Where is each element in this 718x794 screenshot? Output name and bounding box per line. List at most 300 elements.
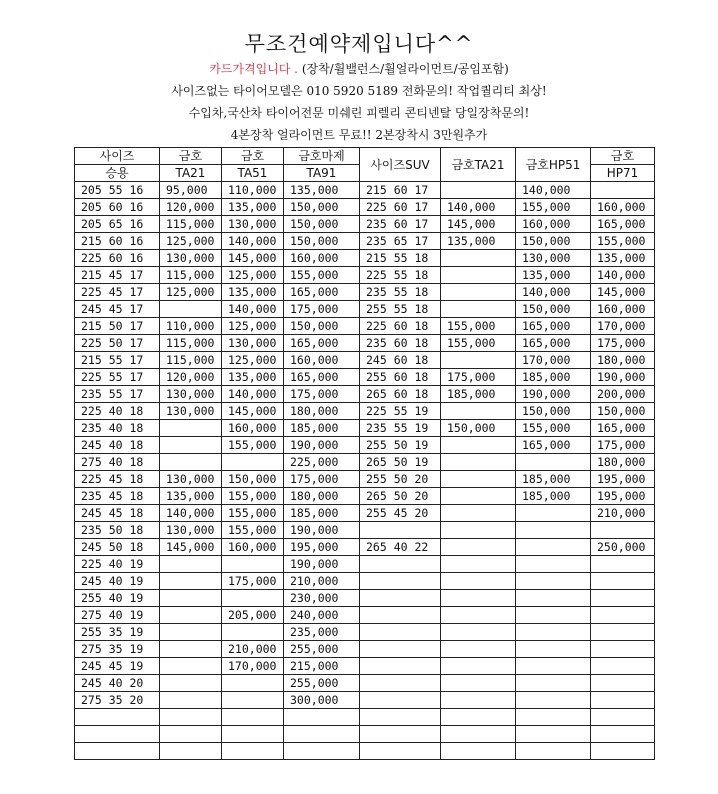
ta51-price-cell: 155,000 (222, 505, 284, 522)
suv-size-cell (360, 658, 441, 675)
hp71-price-cell (591, 522, 655, 539)
ta51-price-cell (222, 590, 284, 607)
ta91-price-cell: 255,000 (284, 675, 360, 692)
suv-size-cell: 235 55 19 (360, 420, 441, 437)
hp51-price-cell: 165,000 (516, 437, 591, 454)
ta21-price-cell: 110,000 (160, 318, 222, 335)
ta91-price-cell: 165,000 (284, 369, 360, 386)
header-kumho-ta51: 금호 (222, 148, 284, 165)
suv-ta21-price-cell: 185,000 (441, 386, 516, 403)
card-price-note: 카드가격입니다 . (209, 62, 298, 76)
ta51-price-cell (222, 692, 284, 709)
ta21-price-cell (160, 590, 222, 607)
suv-ta21-price-cell: 150,000 (441, 420, 516, 437)
ta21-price-cell (160, 420, 222, 437)
suv-ta21-price-cell (441, 267, 516, 284)
contact-note: 사이즈없는 타이어모델은 010 5920 5189 전화문의! 작업퀄리티 최상! (171, 84, 547, 98)
car-size-cell: 225 55 17 (75, 369, 160, 386)
suv-size-cell: 235 60 18 (360, 335, 441, 352)
car-size-cell: 245 40 19 (75, 573, 160, 590)
header-size-car-sub: 승용 (75, 165, 160, 182)
table-row (75, 403, 655, 420)
suv-size-cell (360, 522, 441, 539)
hp51-price-cell (516, 641, 591, 658)
ta21-price-cell: 115,000 (160, 216, 222, 233)
hp71-price-cell (591, 743, 655, 760)
suv-size-cell: 215 55 18 (360, 250, 441, 267)
ta91-price-cell: 155,000 (284, 267, 360, 284)
hp51-price-cell: 165,000 (516, 318, 591, 335)
ta51-price-cell (222, 743, 284, 760)
ta91-price-cell: 165,000 (284, 284, 360, 301)
table-row (75, 675, 655, 692)
ta21-price-cell: 130,000 (160, 471, 222, 488)
ta51-price-cell: 125,000 (222, 352, 284, 369)
table-row (75, 658, 655, 675)
suv-ta21-price-cell (441, 743, 516, 760)
hp71-price-cell (591, 641, 655, 658)
title: 무조건예약제입니다^^ (244, 32, 474, 56)
ta21-price-cell (160, 743, 222, 760)
ta91-price-cell: 210,000 (284, 573, 360, 590)
hp71-price-cell (591, 607, 655, 624)
hp51-price-cell (516, 556, 591, 573)
ta51-price-cell: 135,000 (222, 369, 284, 386)
ta51-price-cell: 150,000 (222, 471, 284, 488)
ta91-price-cell: 235,000 (284, 624, 360, 641)
suv-ta21-price-cell (441, 437, 516, 454)
ta51-price-cell: 210,000 (222, 641, 284, 658)
suv-ta21-price-cell: 155,000 (441, 318, 516, 335)
hp51-price-cell (516, 539, 591, 556)
ta21-price-cell (160, 301, 222, 318)
hp51-price-cell: 165,000 (516, 335, 591, 352)
header-size-suv: 사이즈SUV (360, 148, 441, 182)
ta91-price-cell: 190,000 (284, 522, 360, 539)
ta91-price-cell: 150,000 (284, 318, 360, 335)
ta51-price-cell (222, 556, 284, 573)
car-size-cell: 235 40 18 (75, 420, 160, 437)
ta21-price-cell (160, 437, 222, 454)
table-row (75, 352, 655, 369)
car-size-cell: 225 50 17 (75, 335, 160, 352)
hp51-price-cell: 160,000 (516, 216, 591, 233)
hp51-price-cell (516, 675, 591, 692)
suv-ta21-price-cell (441, 352, 516, 369)
suv-ta21-price-cell (441, 301, 516, 318)
header-row-1 (75, 148, 655, 165)
car-size-cell: 205 60 16 (75, 199, 160, 216)
hp71-price-cell (591, 573, 655, 590)
suv-ta21-price-cell: 145,000 (441, 216, 516, 233)
ta21-price-cell (160, 726, 222, 743)
table-row (75, 556, 655, 573)
suv-ta21-price-cell (441, 624, 516, 641)
table-row (75, 250, 655, 267)
suv-ta21-price-cell (441, 658, 516, 675)
ta51-price-cell: 205,000 (222, 607, 284, 624)
suv-size-cell: 215 60 17 (360, 182, 441, 199)
hp71-price-cell (591, 692, 655, 709)
ta91-price-cell: 190,000 (284, 437, 360, 454)
ta51-price-cell (222, 709, 284, 726)
ta91-price-cell: 300,000 (284, 692, 360, 709)
ta51-price-cell: 130,000 (222, 216, 284, 233)
ta21-price-cell: 130,000 (160, 522, 222, 539)
ta91-price-cell: 240,000 (284, 607, 360, 624)
suv-size-cell: 225 55 18 (360, 267, 441, 284)
ta21-price-cell: 145,000 (160, 539, 222, 556)
hp71-price-cell: 165,000 (591, 420, 655, 437)
hp71-price-cell: 140,000 (591, 267, 655, 284)
hp51-price-cell: 155,000 (516, 199, 591, 216)
hp71-price-cell (591, 590, 655, 607)
hp71-price-cell: 175,000 (591, 437, 655, 454)
hp51-price-cell: 185,000 (516, 488, 591, 505)
hp71-price-cell (591, 624, 655, 641)
ta91-price-cell (284, 709, 360, 726)
ta51-price-cell: 155,000 (222, 488, 284, 505)
ta91-price-cell: 165,000 (284, 335, 360, 352)
suv-size-cell: 265 40 22 (360, 539, 441, 556)
table-row (75, 369, 655, 386)
ta21-price-cell (160, 556, 222, 573)
ta21-price-cell: 115,000 (160, 335, 222, 352)
hp71-price-cell: 210,000 (591, 505, 655, 522)
suv-ta21-price-cell: 135,000 (441, 233, 516, 250)
hp51-price-cell (516, 522, 591, 539)
suv-size-cell (360, 692, 441, 709)
ta21-price-cell (160, 709, 222, 726)
suv-ta21-price-cell (441, 675, 516, 692)
hp51-price-cell: 185,000 (516, 471, 591, 488)
table-row (75, 233, 655, 250)
ta21-price-cell (160, 573, 222, 590)
included-services: (장착/휠밸런스/휠얼라이먼트/공임포함) (298, 62, 509, 76)
suv-size-cell (360, 556, 441, 573)
ta51-price-cell (222, 675, 284, 692)
suv-size-cell: 225 60 18 (360, 318, 441, 335)
hp71-price-cell: 135,000 (591, 250, 655, 267)
car-size-cell (75, 743, 160, 760)
suv-ta21-price-cell (441, 692, 516, 709)
hp71-price-cell (591, 709, 655, 726)
hp51-price-cell: 170,000 (516, 352, 591, 369)
car-size-cell: 205 55 16 (75, 182, 160, 199)
suv-ta21-price-cell (441, 488, 516, 505)
header-size-car: 사이즈 (75, 148, 160, 165)
ta51-price-cell (222, 726, 284, 743)
suv-ta21-price-cell (441, 709, 516, 726)
price-table-body (75, 182, 655, 760)
ta91-price-cell: 175,000 (284, 386, 360, 403)
header-suv-kumho-hp51: 금호HP51 (516, 148, 591, 182)
specialty-note: 수입차,국산차 타이어전문 미쉐린 피렐리 콘티넨탈 당일장착문의! (188, 106, 530, 120)
hp71-price-cell: 250,000 (591, 539, 655, 556)
ta91-price-cell: 255,000 (284, 641, 360, 658)
car-size-cell: 275 35 19 (75, 641, 160, 658)
car-size-cell: 225 40 19 (75, 556, 160, 573)
suv-size-cell (360, 743, 441, 760)
ta21-price-cell (160, 641, 222, 658)
ta91-price-cell: 180,000 (284, 488, 360, 505)
car-size-cell: 275 35 20 (75, 692, 160, 709)
suv-size-cell: 235 55 18 (360, 284, 441, 301)
hp71-price-cell: 200,000 (591, 386, 655, 403)
car-size-cell: 225 60 16 (75, 250, 160, 267)
ta51-price-cell: 135,000 (222, 199, 284, 216)
ta51-price-cell: 140,000 (222, 301, 284, 318)
hp51-price-cell (516, 692, 591, 709)
table-row (75, 471, 655, 488)
table-row (75, 437, 655, 454)
hp51-price-cell: 135,000 (516, 267, 591, 284)
hp51-price-cell (516, 454, 591, 471)
ta51-price-cell: 140,000 (222, 386, 284, 403)
suv-size-cell: 265 50 20 (360, 488, 441, 505)
hp71-price-cell: 195,000 (591, 471, 655, 488)
car-size-cell: 245 45 19 (75, 658, 160, 675)
suv-ta21-price-cell (441, 182, 516, 199)
ta21-price-cell: 120,000 (160, 369, 222, 386)
hp71-price-cell: 180,000 (591, 454, 655, 471)
suv-ta21-price-cell (441, 556, 516, 573)
ta91-price-cell: 150,000 (284, 233, 360, 250)
hp71-price-cell: 165,000 (591, 216, 655, 233)
hp71-price-cell: 175,000 (591, 335, 655, 352)
car-size-cell: 245 40 20 (75, 675, 160, 692)
header-kumho-majesty-ta91: 금호마제 (284, 148, 360, 165)
suv-size-cell (360, 624, 441, 641)
header-hp71-sub: HP71 (591, 165, 655, 182)
table-row (75, 641, 655, 658)
hp71-price-cell: 170,000 (591, 318, 655, 335)
ta51-price-cell: 125,000 (222, 318, 284, 335)
car-size-cell: 225 45 17 (75, 284, 160, 301)
suv-size-cell: 265 50 19 (360, 454, 441, 471)
hp71-price-cell: 150,000 (591, 403, 655, 420)
table-row (75, 199, 655, 216)
suv-size-cell: 225 55 19 (360, 403, 441, 420)
ta21-price-cell: 115,000 (160, 352, 222, 369)
car-size-cell (75, 726, 160, 743)
price-note (0, 60, 718, 77)
hp51-price-cell: 185,000 (516, 369, 591, 386)
suv-size-cell (360, 726, 441, 743)
ta51-price-cell: 110,000 (222, 182, 284, 199)
ta51-price-cell: 140,000 (222, 233, 284, 250)
hp51-price-cell (516, 505, 591, 522)
ta51-price-cell: 130,000 (222, 335, 284, 352)
ta51-price-cell: 155,000 (222, 522, 284, 539)
car-size-cell: 255 40 19 (75, 590, 160, 607)
hp71-price-cell (591, 658, 655, 675)
hp51-price-cell (516, 607, 591, 624)
hp71-price-cell: 180,000 (591, 352, 655, 369)
hp51-price-cell (516, 624, 591, 641)
hp71-price-cell (591, 182, 655, 199)
hp71-price-cell: 155,000 (591, 233, 655, 250)
table-row (75, 505, 655, 522)
car-size-cell: 275 40 18 (75, 454, 160, 471)
suv-size-cell: 255 60 18 (360, 369, 441, 386)
suv-ta21-price-cell (441, 250, 516, 267)
hp51-price-cell (516, 658, 591, 675)
car-size-cell: 225 45 18 (75, 471, 160, 488)
suv-size-cell: 255 50 19 (360, 437, 441, 454)
ta91-price-cell: 175,000 (284, 301, 360, 318)
header-ta91-sub: TA91 (284, 165, 360, 182)
price-table (74, 147, 655, 760)
header-ta21-sub: TA21 (160, 165, 222, 182)
hp71-price-cell (591, 675, 655, 692)
ta21-price-cell: 125,000 (160, 284, 222, 301)
table-row (75, 590, 655, 607)
table-row (75, 709, 655, 726)
table-row (75, 454, 655, 471)
ta21-price-cell (160, 675, 222, 692)
hp71-price-cell: 195,000 (591, 488, 655, 505)
table-row (75, 624, 655, 641)
hp51-price-cell (516, 709, 591, 726)
header-suv-kumho-ta21: 금호TA21 (441, 148, 516, 182)
table-row (75, 726, 655, 743)
ta91-price-cell: 195,000 (284, 539, 360, 556)
table-row (75, 420, 655, 437)
ta91-price-cell: 175,000 (284, 471, 360, 488)
car-size-cell: 245 50 18 (75, 539, 160, 556)
suv-ta21-price-cell (441, 471, 516, 488)
ta21-price-cell: 135,000 (160, 488, 222, 505)
header-kumho-ta21: 금호 (160, 148, 222, 165)
ta91-price-cell (284, 743, 360, 760)
hp71-price-cell (591, 726, 655, 743)
table-row (75, 573, 655, 590)
car-size-cell: 215 45 17 (75, 267, 160, 284)
car-size-cell: 215 50 17 (75, 318, 160, 335)
suv-size-cell (360, 573, 441, 590)
suv-ta21-price-cell (441, 539, 516, 556)
table-row (75, 267, 655, 284)
table-row (75, 284, 655, 301)
ta91-price-cell: 135,000 (284, 182, 360, 199)
hp51-price-cell (516, 726, 591, 743)
hp51-price-cell: 155,000 (516, 420, 591, 437)
hp71-price-cell: 160,000 (591, 199, 655, 216)
hp51-price-cell: 150,000 (516, 301, 591, 318)
suv-size-cell: 235 60 17 (360, 216, 441, 233)
suv-ta21-price-cell (441, 403, 516, 420)
suv-size-cell: 225 60 17 (360, 199, 441, 216)
table-row (75, 522, 655, 539)
ta21-price-cell: 130,000 (160, 403, 222, 420)
table-row (75, 335, 655, 352)
car-size-cell: 245 45 17 (75, 301, 160, 318)
suv-ta21-price-cell (441, 590, 516, 607)
ta91-price-cell: 150,000 (284, 216, 360, 233)
hp71-price-cell: 145,000 (591, 284, 655, 301)
car-size-cell: 235 45 18 (75, 488, 160, 505)
ta91-price-cell: 180,000 (284, 403, 360, 420)
suv-size-cell: 265 60 18 (360, 386, 441, 403)
ta51-price-cell: 155,000 (222, 437, 284, 454)
ta51-price-cell: 160,000 (222, 539, 284, 556)
ta51-price-cell (222, 454, 284, 471)
table-row (75, 607, 655, 624)
hp51-price-cell: 150,000 (516, 233, 591, 250)
table-row (75, 743, 655, 760)
car-size-cell: 225 40 18 (75, 403, 160, 420)
ta21-price-cell (160, 454, 222, 471)
car-size-cell: 235 50 18 (75, 522, 160, 539)
ta51-price-cell: 160,000 (222, 420, 284, 437)
ta51-price-cell: 135,000 (222, 284, 284, 301)
ta21-price-cell: 125,000 (160, 233, 222, 250)
car-size-cell: 275 40 19 (75, 607, 160, 624)
table-row (75, 488, 655, 505)
hp71-price-cell (591, 556, 655, 573)
hp71-price-cell: 160,000 (591, 301, 655, 318)
suv-size-cell: 255 55 18 (360, 301, 441, 318)
hp51-price-cell: 140,000 (516, 182, 591, 199)
ta21-price-cell (160, 607, 222, 624)
ta91-price-cell: 160,000 (284, 250, 360, 267)
ta21-price-cell (160, 692, 222, 709)
table-row (75, 692, 655, 709)
table-row (75, 386, 655, 403)
table-row (75, 318, 655, 335)
ta91-price-cell: 230,000 (284, 590, 360, 607)
table-row (75, 539, 655, 556)
ta51-price-cell: 125,000 (222, 267, 284, 284)
ta51-price-cell: 170,000 (222, 658, 284, 675)
ta21-price-cell (160, 624, 222, 641)
car-size-cell: 205 65 16 (75, 216, 160, 233)
suv-ta21-price-cell (441, 284, 516, 301)
car-size-cell: 255 35 19 (75, 624, 160, 641)
ta91-price-cell: 160,000 (284, 352, 360, 369)
ta91-price-cell: 150,000 (284, 199, 360, 216)
ta21-price-cell: 120,000 (160, 199, 222, 216)
suv-ta21-price-cell (441, 641, 516, 658)
ta91-price-cell (284, 726, 360, 743)
suv-size-cell (360, 675, 441, 692)
header-kumho-hp71: 금호 (591, 148, 655, 165)
suv-ta21-price-cell (441, 607, 516, 624)
ta91-price-cell: 215,000 (284, 658, 360, 675)
ta51-price-cell (222, 624, 284, 641)
header-ta51-sub: TA51 (222, 165, 284, 182)
hp51-price-cell: 140,000 (516, 284, 591, 301)
alignment-note: 4본장착 얼라이먼트 무료!! 2본장착시 3만원추가 (230, 128, 488, 142)
suv-ta21-price-cell: 155,000 (441, 335, 516, 352)
car-size-cell: 215 55 17 (75, 352, 160, 369)
hp51-price-cell: 130,000 (516, 250, 591, 267)
hp51-price-cell: 150,000 (516, 403, 591, 420)
car-size-cell: 245 40 18 (75, 437, 160, 454)
suv-ta21-price-cell (441, 726, 516, 743)
hp51-price-cell (516, 573, 591, 590)
ta91-price-cell: 185,000 (284, 505, 360, 522)
car-size-cell (75, 709, 160, 726)
car-size-cell: 235 55 17 (75, 386, 160, 403)
suv-ta21-price-cell: 140,000 (441, 199, 516, 216)
hp71-price-cell: 190,000 (591, 369, 655, 386)
suv-size-cell: 245 60 18 (360, 352, 441, 369)
ta91-price-cell: 185,000 (284, 420, 360, 437)
ta51-price-cell: 145,000 (222, 403, 284, 420)
ta21-price-cell: 130,000 (160, 386, 222, 403)
